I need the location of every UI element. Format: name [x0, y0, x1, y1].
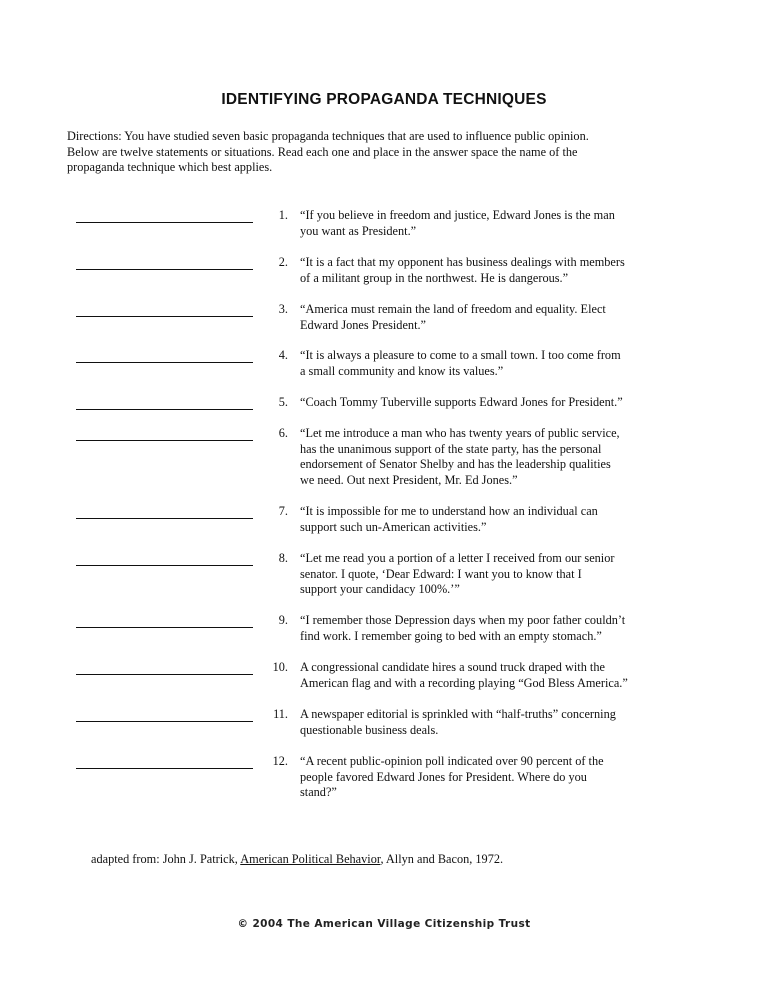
statement-line: people favored Edward Jones for President. Where do you: [300, 769, 587, 784]
statement-line: “If you believe in freedom and justice, Edward Jones is the man: [300, 208, 615, 222]
answer-blank[interactable]: [76, 627, 253, 628]
question-number: 12.: [272, 754, 288, 768]
question-number: 8.: [278, 551, 288, 565]
question-number: 1.: [278, 208, 288, 222]
copyright-footer: © 2004 The American Village Citizenship Trust: [237, 918, 531, 930]
answer-blank[interactable]: [76, 362, 253, 363]
statement-line: “It is a fact that my opponent has business dealings with members: [300, 255, 625, 269]
question-number: 11.: [273, 707, 288, 721]
directions-line: propaganda technique which best applies.: [67, 160, 273, 175]
question-number: 3.: [278, 302, 288, 316]
statement-line: A congressional candidate hires a sound truck draped with the: [300, 660, 605, 674]
statement-line: A newspaper editorial is sprinkled with “half-truths” concerning: [300, 707, 616, 721]
statement-line: “Let me read you a portion of a letter I received from our senior: [300, 551, 615, 565]
question-statement: [300, 504, 680, 535]
statement-line: of a militant group in the northwest. He is dangerous.”: [300, 270, 569, 285]
statement-line: senator. I quote, ‘Dear Edward: I want you to know that I: [300, 566, 582, 581]
question-statement: [300, 426, 680, 488]
statement-line: questionable business deals.: [300, 722, 439, 737]
question-statement: [300, 395, 680, 411]
question-statement: [300, 302, 680, 333]
question-number: 5.: [278, 395, 288, 409]
statement-line: “Let me introduce a man who has twenty years of public service,: [300, 426, 620, 440]
question-number: 7.: [278, 504, 288, 518]
answer-blank[interactable]: [76, 768, 253, 769]
page-title: IDENTIFYING PROPAGANDA TECHNIQUES: [221, 91, 547, 108]
answer-blank[interactable]: [76, 222, 253, 223]
statement-line: “I remember those Depression days when my poor father couldn’t: [300, 613, 626, 627]
question-statement: [300, 255, 680, 286]
statement-line: you want as President.”: [300, 223, 417, 238]
statement-line: “Coach Tommy Tuberville supports Edward Jones for President.”: [300, 395, 623, 409]
question-statement: [300, 613, 680, 644]
answer-blank[interactable]: [76, 674, 253, 675]
source-prefix: adapted from: John J. Patrick,: [91, 852, 241, 866]
statement-line: “It is always a pleasure to come to a small town. I too come from: [300, 348, 621, 362]
statement-line: American flag and with a recording playing “God Bless America.”: [300, 675, 628, 690]
answer-blank[interactable]: [76, 721, 253, 722]
statement-line: has the unanimous support of the state party, has the personal: [300, 441, 602, 456]
question-statement: [300, 707, 680, 738]
statement-line: “America must remain the land of freedom and equality. Elect: [300, 302, 606, 316]
statement-line: Edward Jones President.”: [300, 317, 427, 332]
answer-blank[interactable]: [76, 269, 253, 270]
directions-line: Directions: You have studied seven basic propaganda techniques that are used to influence public opinion.: [67, 129, 589, 143]
source-citation: [91, 852, 731, 868]
statement-line: support such un-American activities.”: [300, 519, 487, 534]
answer-blank[interactable]: [76, 409, 253, 410]
statement-line: “It is impossible for me to understand how an individual can: [300, 504, 598, 518]
question-number: 10.: [272, 660, 288, 674]
source-suffix: , Allyn and Bacon, 1972.: [380, 852, 504, 866]
statement-line: find work. I remember going to bed with an empty stomach.”: [300, 628, 602, 643]
statement-line: we need. Out next President, Mr. Ed Jones.”: [300, 472, 518, 487]
source-book-title: American Political Behavior: [240, 852, 381, 866]
question-statement: [300, 551, 680, 598]
statement-line: support your candidacy 100%.’”: [300, 582, 460, 597]
answer-blank[interactable]: [76, 518, 253, 519]
question-number: 4.: [278, 348, 288, 362]
answer-blank[interactable]: [76, 440, 253, 441]
question-statement: [300, 660, 680, 691]
question-number: 6.: [278, 426, 288, 440]
statement-line: stand?”: [300, 785, 337, 800]
question-statement: [300, 348, 680, 379]
question-number: 9.: [278, 613, 288, 627]
question-number: 2.: [278, 255, 288, 269]
answer-blank[interactable]: [76, 565, 253, 566]
question-statement: [300, 208, 680, 239]
statement-line: a small community and know its values.”: [300, 363, 504, 378]
question-statement: [300, 754, 680, 801]
directions-line: Below are twelve statements or situations. Read each one and place in the answer space the name of the: [67, 144, 578, 159]
answer-blank[interactable]: [76, 316, 253, 317]
statement-line: endorsement of Senator Shelby and has the leadership qualities: [300, 457, 611, 472]
statement-line: “A recent public-opinion poll indicated over 90 percent of the: [300, 754, 604, 768]
